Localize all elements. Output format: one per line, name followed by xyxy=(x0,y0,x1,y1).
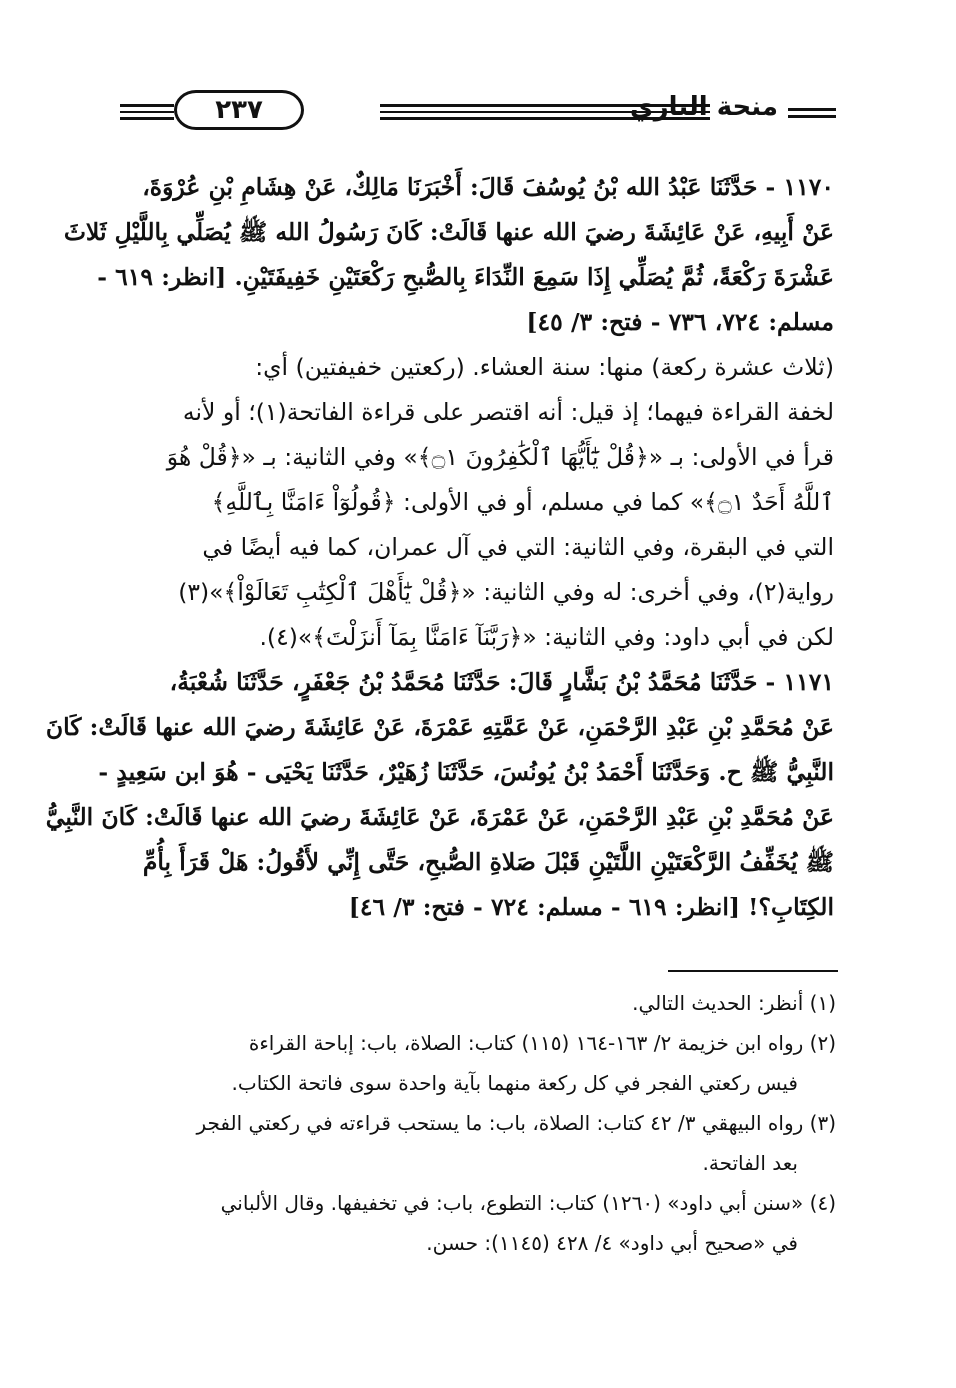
text-line: لكن في أبي داود: وفي الثانية: «﴿رَبَّنَآ ءَامَنَّا بِمَآ أَنزَلْتَ﴾»(٤). xyxy=(259,623,834,651)
main-text xyxy=(45,165,834,930)
text-line: لخفة القراءة فيهما؛ إذ قيل: أنه اقتصر على قراءة الفاتحة(١)؛ أو لأنه xyxy=(182,398,834,426)
text-line: ٱللَّهُ أَحَدٌ ۝١﴾» كما في مسلم، أو في الأولى: ﴿قُولُوٓاْ ءَامَنَّا بِٱللَّهِ﴾ xyxy=(211,488,834,516)
text-line: ﷺ يُخَفِّفُ الرَّكْعَتَيْنِ اللَّتَيْنِ قَبْلَ صَلاةِ الصُّبحِ، حَتَّى إِنِّي لأَقُولُ: هَلْ قَرَأَ بِأُمِّ xyxy=(142,848,834,876)
text-line: مسلم: ٧٢٤، ٧٣٦ - فتح: ٣/ ٤٥] xyxy=(526,308,834,336)
footnote-1 xyxy=(108,983,836,1023)
commentary-1170 xyxy=(122,345,834,660)
text-line: عَشْرَةَ رَكْعَةً، ثُمَّ يُصَلِّي إِذَا سَمِعَ النِّدَاءَ بِالصُّبحِ رَكْعَتَيْنِ خَفِيفَتَيْنِ. [انظر: ٦١٩ - xyxy=(97,263,834,291)
footnote-line: (٢) رواه ابن خزيمة ٢/ ١٦٣-١٦٤ (١١٥) كتاب: الصلاة، باب: إباحة القراءة xyxy=(248,1031,836,1055)
footnote-line: (١) أنظر: الحديث التالي. xyxy=(632,991,836,1015)
hadith-1170 xyxy=(63,165,834,345)
text-line: التي في البقرة، وفي الثانية: التي في آل عمران، كما فيه أيضًا في xyxy=(202,533,834,561)
footnote-3 xyxy=(108,1103,836,1183)
footnote-line: بعد الفاتحة. xyxy=(702,1151,798,1175)
text-line: عَنْ مُحَمَّدِ بْنِ عَبْدِ الرَّحْمَنِ، عَنْ عَمَّتِهِ عَمْرَةَ، عَنْ عَائِشَةَ رضيَ الله عنها قَالَتْ: كَانَ xyxy=(45,713,834,741)
text-line: الكِتَابِ؟! [انظر: ٦١٩ - مسلم: ٧٢٤ - فتح: ٣/ ٤٦] xyxy=(348,893,834,921)
footnote-line: في «صحيح أبي داود» ٤/ ٤٢٨ (١١٤٥): حسن. xyxy=(426,1231,798,1255)
text-line: النَّبِيُّ ﷺ ح. وَحَدَّثَنَا أَحْمَدُ بْنُ يُونُسَ، حَدَّثَنَا زُهَيْرٌ، حَدَّثَنَا يَحْيَى - هُوَ ابن سَعِيدٍ - xyxy=(98,758,834,786)
text-line: عَنْ مُحَمَّدِ بْنِ عَبْدِ الرَّحْمَنِ، عَنْ عَمْرَةَ، عَنْ عَائِشَةَ رضيَ الله عنها قَالَتْ: كَانَ النَّبِيُّ xyxy=(45,803,834,831)
text-line: رواية(٢)، وفي أخرى: له وفي الثانية: «﴿قُلْ يَٰٓأَهْلَ ٱلْكِتَٰبِ تَعَالَوْاْ﴾»(٣) xyxy=(178,578,834,606)
book-title: منحة الباري xyxy=(629,92,778,122)
header-rule-left xyxy=(120,104,174,124)
text-line: ١١٧٠ - حَدَّثَنَا عَبْدُ الله بْنُ يُوسُفَ قَالَ: أَخْبَرَنَا مَالِكٌ، عَنْ هِشَامِ بْنِ عُرْوَةَ، xyxy=(142,173,834,201)
header-rule-right xyxy=(788,108,836,122)
footnote-4 xyxy=(108,1183,836,1263)
footnote-line: (٤) «سنن أبي داود» (١٢٦٠) كتاب: التطوع، باب: في تخفيفها. وقال الألباني xyxy=(220,1191,836,1215)
text-line: قرأ في الأولى: بـ «﴿قُلْ يَٰٓأَيُّهَا ٱلْكَٰفِرُونَ ۝١﴾» وفي الثانية: بـ «﴿قُلْ هُوَ xyxy=(166,443,834,471)
footnote-separator xyxy=(668,970,838,972)
page-number: ٢٣٧ xyxy=(174,90,304,130)
text-line: ١١٧١ - حَدَّثَنَا مُحَمَّدُ بْنُ بَشَّارٍ قَالَ: حَدَّثَنَا مُحَمَّدُ بْنُ جَعْفَرٍ، حَدَّثَنَا شُعْبَةُ، xyxy=(169,668,834,696)
footnote-2 xyxy=(108,1023,836,1103)
hadith-1171 xyxy=(45,660,834,930)
footnote-line: (٣) رواه البيهقي ٣/ ٤٢ كتاب: الصلاة، باب: ما يستحب قراءته في ركعتي الفجر xyxy=(196,1111,836,1135)
footnote-line: فيس ركعتي الفجر في كل ركعة منهما بآية واحدة سوى فاتحة الكتاب. xyxy=(231,1071,798,1095)
footnotes xyxy=(108,983,836,1263)
text-line: عَنْ أَبِيهِ، عَنْ عَائِشَةَ رضيَ الله عنها قَالَتْ: كَانَ رَسُولُ الله ﷺ يُصَلِّي بِاللَّيْلِ ثَلاثَ xyxy=(63,218,834,246)
text-line: (ثلاث عشرة ركعة) منها: سنة العشاء. (ركعتين خفيفتين) أي: xyxy=(255,353,834,381)
page-header xyxy=(120,88,836,140)
